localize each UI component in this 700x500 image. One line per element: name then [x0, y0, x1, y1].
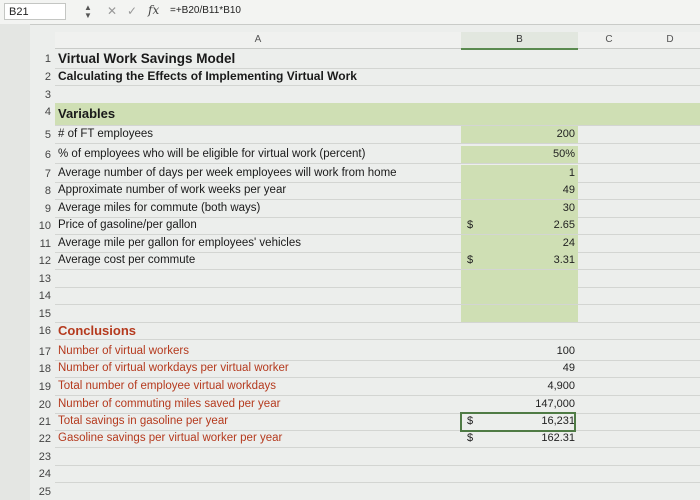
cell-a[interactable]: Gasoline savings per virtual worker per year [55, 430, 461, 448]
row-header[interactable]: 12 [38, 255, 51, 267]
cell-a[interactable]: Number of virtual workdays per virtual worker [55, 360, 461, 378]
cell-a[interactable]: # of FT employees [55, 126, 461, 144]
row-header[interactable]: 14 [38, 290, 51, 302]
cell-b[interactable] [461, 68, 578, 86]
row-header[interactable]: 23 [38, 451, 51, 463]
cell-c[interactable] [578, 396, 640, 414]
cell-d[interactable] [640, 235, 700, 253]
cell-a[interactable]: Total savings in gasoline per year [55, 413, 461, 431]
cell-a[interactable] [55, 86, 461, 104]
cell-b-value: 50% [552, 148, 575, 160]
cell-b-value: 16,231 [541, 415, 575, 427]
cell-c[interactable] [578, 430, 640, 448]
cell-a[interactable] [55, 465, 461, 483]
cell-a[interactable]: % of employees who will be eligible for virtual work (percent) [55, 146, 461, 164]
cell-a[interactable]: Average miles for commute (both ways) [55, 200, 461, 218]
cell-c[interactable] [578, 465, 640, 483]
cell-d[interactable] [640, 68, 700, 86]
cell-b-value: 24 [562, 237, 575, 249]
cell-a[interactable]: Calculating the Effects of Implementing Virtual Work [55, 68, 461, 86]
cell-a[interactable]: Average cost per commute [55, 252, 461, 270]
cell-d[interactable] [640, 217, 700, 235]
cell-a[interactable] [55, 287, 461, 305]
cell-c[interactable] [578, 270, 640, 288]
row-header[interactable]: 21 [38, 416, 51, 428]
cell-b-value: 2.65 [553, 219, 575, 231]
cell-b[interactable] [461, 103, 578, 126]
sheet-grid[interactable] [0, 24, 700, 500]
cell-c[interactable] [578, 182, 640, 200]
cell-d[interactable] [640, 305, 700, 323]
row-header[interactable]: 11 [39, 238, 51, 250]
row-header[interactable]: 15 [38, 308, 51, 320]
cell-b-value: 49 [562, 184, 575, 196]
cell-a[interactable] [55, 483, 461, 500]
cell-b-value: 100 [556, 345, 575, 357]
row-header[interactable]: 6 [44, 149, 51, 161]
cell-a[interactable]: Average mile per gallon for employees' vehicles [55, 235, 461, 253]
cell-a[interactable]: Average number of days per week employees will work from home [55, 165, 461, 183]
cell-c[interactable] [578, 50, 640, 69]
cell-d[interactable] [640, 448, 700, 466]
cell-b[interactable] [461, 86, 578, 104]
row-header[interactable]: 18 [38, 363, 51, 375]
formula-input[interactable]: =+B20/B11*B10 [170, 5, 241, 16]
name-box[interactable]: B21 [4, 3, 66, 20]
cell-c[interactable] [578, 252, 640, 270]
cell-b-value: 49 [562, 362, 575, 374]
row-header[interactable]: 7 [44, 168, 51, 180]
cell-a[interactable]: Total number of employee virtual workdays [55, 378, 461, 396]
cell-c[interactable] [578, 360, 640, 378]
currency-symbol: $ [467, 432, 474, 444]
cell-d[interactable] [640, 182, 700, 200]
cell-d[interactable] [640, 165, 700, 183]
cell-c[interactable] [578, 235, 640, 253]
cell-d[interactable] [640, 465, 700, 483]
cell-c[interactable] [578, 86, 640, 104]
cell-d[interactable] [640, 200, 700, 218]
cell-d[interactable] [640, 378, 700, 396]
cell-b[interactable] [461, 483, 578, 500]
row-header[interactable]: 3 [44, 89, 51, 101]
cell-d[interactable] [640, 430, 700, 448]
row-header[interactable]: 2 [44, 71, 51, 83]
cancel-formula-icon[interactable]: ✕ [107, 4, 118, 18]
cell-b-value: 162.31 [541, 432, 575, 444]
currency-symbol: $ [467, 219, 474, 231]
currency-symbol: $ [467, 415, 474, 427]
row-header[interactable]: 25 [38, 486, 51, 498]
row-header[interactable]: 16 [38, 325, 51, 337]
cell-d[interactable] [640, 343, 700, 361]
cell-c[interactable] [578, 413, 640, 431]
fx-icon[interactable]: fx [148, 3, 160, 17]
cell-b-value: 30 [562, 202, 575, 214]
cell-b[interactable] [461, 322, 578, 340]
row-header[interactable]: 20 [38, 399, 51, 411]
cell-d[interactable] [640, 322, 700, 340]
cell-a[interactable]: Number of virtual workers [55, 343, 461, 361]
cell-b[interactable] [461, 305, 578, 323]
cell-a[interactable]: Virtual Work Savings Model [55, 50, 461, 69]
cell-b-value: 3.31 [553, 254, 575, 266]
cell-a[interactable]: Approximate number of work weeks per year [55, 182, 461, 200]
cell-c[interactable] [578, 378, 640, 396]
cell-c[interactable] [578, 146, 640, 164]
cell-c[interactable] [578, 343, 640, 361]
cell-a[interactable] [55, 270, 461, 288]
column-header-a[interactable]: A [55, 32, 461, 49]
cell-d[interactable] [640, 483, 700, 500]
formula-bar [0, 0, 700, 25]
currency-symbol: $ [467, 254, 474, 266]
cell-c[interactable] [578, 217, 640, 235]
cell-c[interactable] [578, 305, 640, 323]
cell-a[interactable]: Number of commuting miles saved per year [55, 396, 461, 414]
cell-b[interactable] [461, 465, 578, 483]
cell-c[interactable] [578, 200, 640, 218]
cell-a[interactable]: Conclusions [55, 322, 461, 340]
column-header-b[interactable]: B [461, 32, 578, 50]
cell-d[interactable] [640, 86, 700, 104]
cell-d[interactable] [640, 287, 700, 305]
row-header[interactable]: 24 [38, 468, 51, 480]
row-header[interactable]: 5 [44, 129, 51, 141]
cell-c[interactable] [578, 287, 640, 305]
cell-b[interactable] [461, 50, 578, 69]
cell-b-value: 147,000 [535, 398, 575, 410]
row-header[interactable]: 8 [44, 185, 51, 197]
row-header[interactable]: 22 [38, 433, 51, 445]
cell-c[interactable] [578, 448, 640, 466]
active-cell-selection[interactable] [460, 412, 576, 432]
column-header-d[interactable]: D [640, 32, 700, 49]
row-header[interactable]: 1 [44, 53, 51, 65]
cell-c[interactable] [578, 165, 640, 183]
cell-d[interactable] [640, 252, 700, 270]
cell-d[interactable] [640, 126, 700, 144]
cell-c[interactable] [578, 322, 640, 340]
cell-b-value: 1 [568, 167, 575, 179]
cell-d[interactable] [640, 146, 700, 164]
cell-b[interactable] [461, 270, 578, 288]
cell-a[interactable]: Variables [55, 103, 461, 126]
cell-b-value: 4,900 [547, 380, 575, 392]
row-header[interactable]: 9 [44, 203, 51, 215]
row-header[interactable]: 4 [44, 106, 51, 118]
name-box-stepper-icon[interactable]: ▲ ▼ [84, 3, 92, 20]
cell-d[interactable] [640, 396, 700, 414]
cell-b[interactable] [461, 448, 578, 466]
cell-c[interactable] [578, 68, 640, 86]
cell-d[interactable] [640, 360, 700, 378]
column-header-c[interactable]: C [578, 32, 640, 49]
cell-c[interactable] [578, 126, 640, 144]
cell-c[interactable] [578, 103, 640, 126]
cell-b-value: 200 [556, 128, 575, 140]
row-header[interactable]: 13 [38, 273, 51, 285]
cell-d[interactable] [640, 413, 700, 431]
cell-a[interactable] [55, 305, 461, 323]
confirm-formula-icon[interactable]: ✓ [127, 4, 138, 18]
cell-d[interactable] [640, 50, 700, 69]
cell-d[interactable] [640, 270, 700, 288]
cell-d[interactable] [640, 103, 700, 126]
cell-c[interactable] [578, 483, 640, 500]
row-header[interactable]: 10 [38, 220, 51, 232]
cell-a[interactable]: Price of gasoline/per gallon [55, 217, 461, 235]
cell-a[interactable] [55, 448, 461, 466]
cell-b[interactable] [461, 287, 578, 305]
row-header[interactable]: 19 [38, 381, 51, 393]
row-header[interactable]: 17 [38, 346, 51, 358]
